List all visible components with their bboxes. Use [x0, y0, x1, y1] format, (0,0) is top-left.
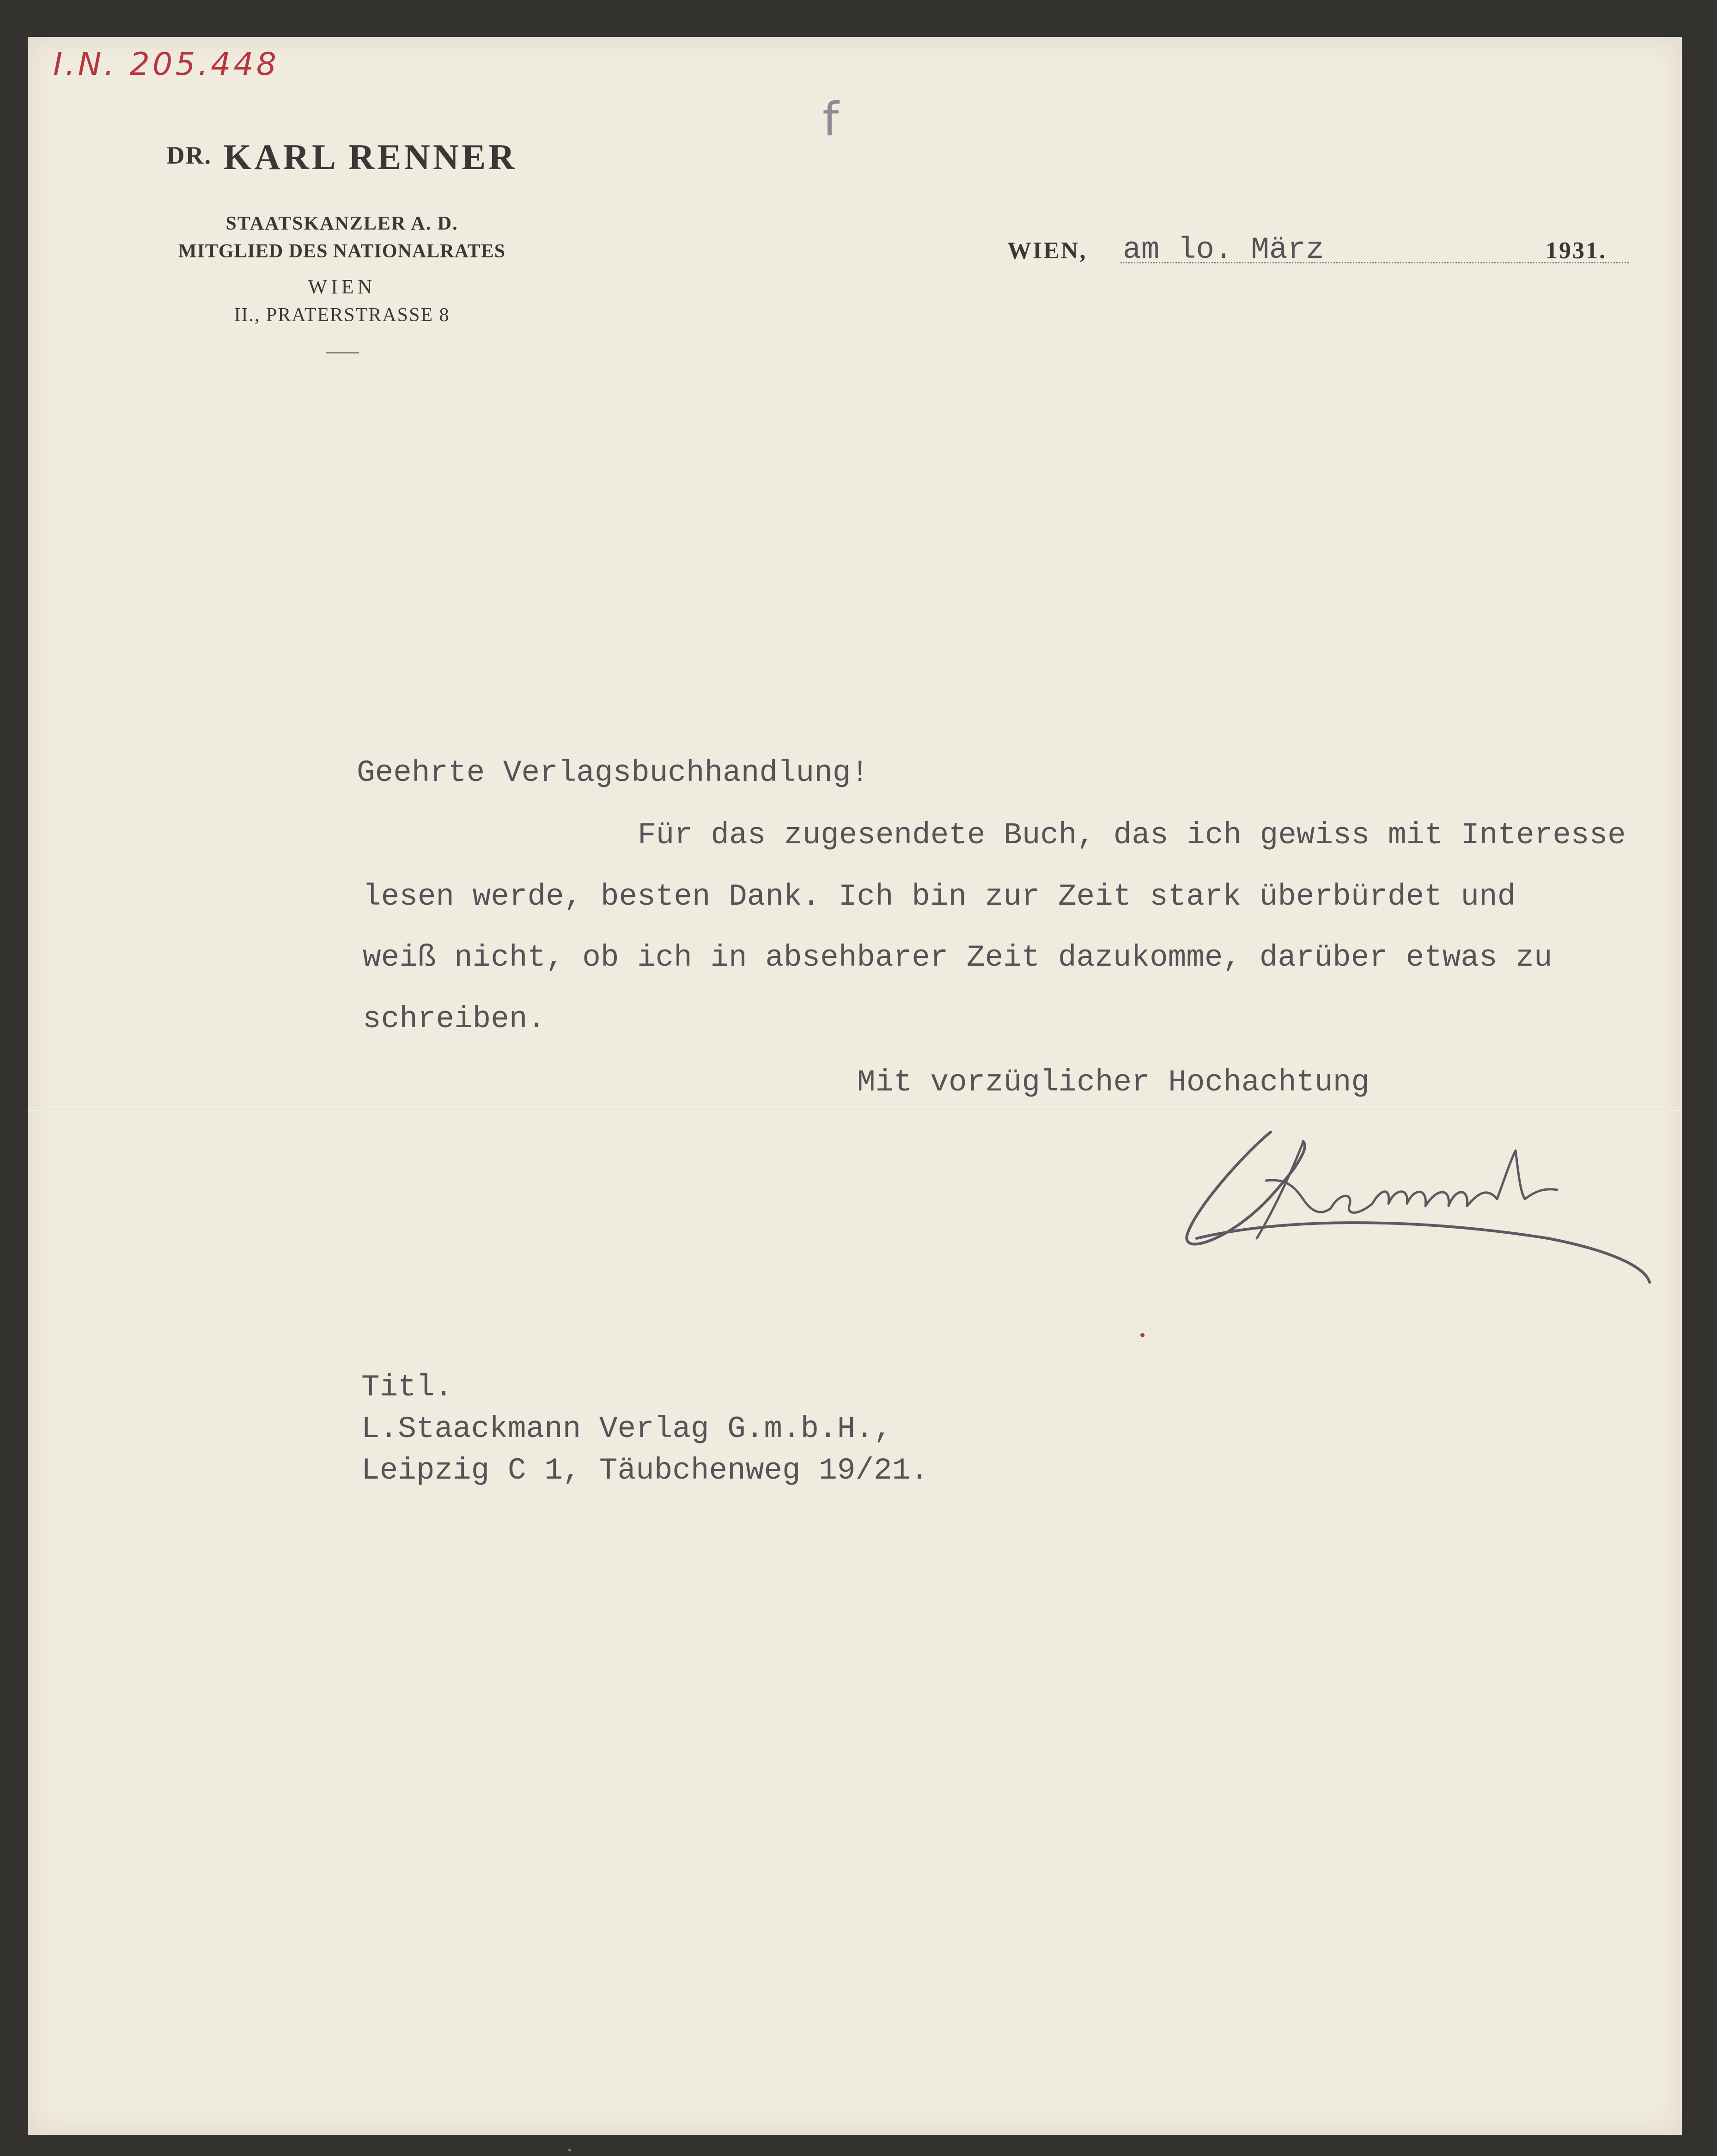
body-line: lesen werde, besten Dank. Ich bin zur Zeit stark überbürdet und — [363, 879, 1516, 914]
body-line: Für das zugesendete Buch, das ich gewiss mit Interesse — [638, 818, 1626, 853]
date-line — [1007, 229, 1631, 266]
date-year: 1931. — [1546, 238, 1607, 264]
letterhead-title-2: MITGLIED DES NATIONALRATES — [178, 241, 506, 262]
letterhead-address: II., PRATERSTRASSE 8 — [234, 305, 450, 326]
letterhead-title-1: STAATSKANZLER A. D. — [225, 213, 458, 234]
letterhead-rule — [326, 352, 359, 353]
salutation: Geehrte Verlagsbuchhandlung! — [357, 755, 869, 790]
letter-sheet — [28, 37, 1682, 2135]
date-dotted-rule — [1120, 262, 1629, 263]
letterhead-name-text: KARL RENNER — [223, 137, 518, 177]
body-line: schreiben. — [363, 1002, 546, 1036]
signature — [1155, 1100, 1691, 1308]
letterhead-city: WIEN — [308, 275, 376, 298]
letterhead-dr: DR. — [166, 141, 212, 169]
recipient-line: L.Staackmann Verlag G.m.b.H., — [361, 1412, 892, 1446]
paper-speck — [568, 2149, 571, 2151]
pencil-mark: f — [822, 92, 839, 146]
letterhead-name — [111, 136, 573, 178]
archive-number: I.N. 205.448 — [53, 46, 279, 83]
body-line: weiß nicht, ob ich in absehbarer Zeit dazukomme, darüber etwas zu — [363, 940, 1553, 975]
recipient-line: Titl. — [361, 1370, 453, 1405]
closing: Mit vorzüglicher Hochachtung — [857, 1065, 1370, 1100]
recipient-line: Leipzig C 1, Täubchenweg 19/21. — [361, 1453, 929, 1488]
date-typed: am lo. März — [1123, 232, 1324, 267]
date-city: WIEN, — [1007, 238, 1087, 264]
paper-speck — [1140, 1333, 1145, 1337]
